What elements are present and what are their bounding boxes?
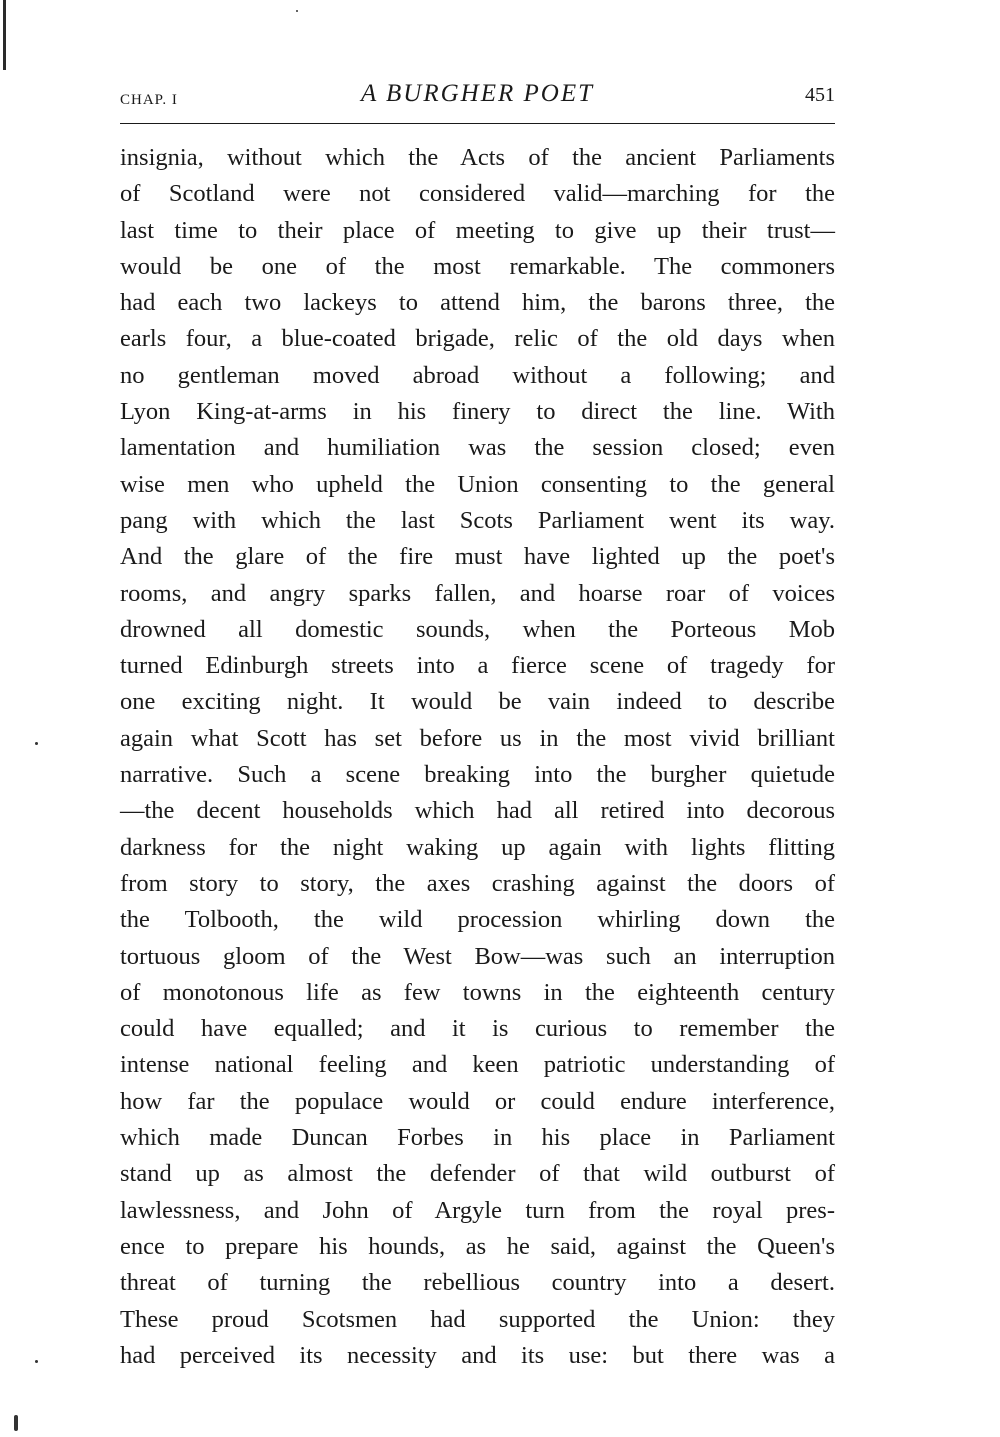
header-rule — [120, 123, 835, 124]
text-line: earls four, a blue-coated brigade, relic of the old days when — [120, 325, 835, 353]
text-line: narrative. Such a scene breaking into the burgher quietude — [120, 761, 835, 789]
text-line: These proud Scotsmen had supported the Union: they — [120, 1305, 835, 1333]
text-line: drowned all domestic sounds, when the Porteous Mob — [120, 615, 835, 643]
text-line: the Tolbooth, the wild procession whirling down the — [120, 906, 835, 934]
text-line: could have equalled; and it is curious to remember the — [120, 1015, 835, 1043]
text-line: turned Edinburgh streets into a fierce scene of tragedy for — [120, 652, 835, 680]
scan-speck — [14, 1415, 18, 1431]
chapter-label: CHAP. I — [120, 92, 178, 108]
text-line: no gentleman moved abroad without a following; and — [120, 361, 835, 389]
scan-speck — [35, 1360, 38, 1363]
running-title: A BURGHER POET — [360, 80, 595, 107]
text-line: intense national feeling and keen patriotic understanding of — [120, 1051, 835, 1079]
text-line: lawlessness, and John of Argyle turn from the royal pres- — [120, 1196, 835, 1224]
text-line: which made Duncan Forbes in his place in Parliament — [120, 1124, 835, 1152]
text-line: tortuous gloom of the West Bow—was such an interruption — [120, 942, 835, 970]
text-line: had each two lackeys to attend him, the barons three, the — [120, 289, 835, 317]
scan-speck — [296, 10, 298, 12]
page-number: 451 — [805, 84, 835, 106]
text-line: had perceived its necessity and its use: but there was a — [120, 1341, 835, 1369]
text-line: insignia, without which the Acts of the ancient Parliaments — [120, 144, 835, 171]
text-line: And the glare of the fire must have lighted up the poet's — [120, 543, 835, 571]
text-line: pang with which the last Scots Parliament went its way. — [120, 506, 835, 534]
scan-speck — [35, 742, 38, 745]
text-line: would be one of the most remarkable. The commoners — [120, 252, 835, 280]
text-line: threat of turning the rebellious country into a desert. — [120, 1269, 835, 1297]
running-header — [120, 78, 835, 118]
text-line: rooms, and angry sparks fallen, and hoarse roar of voices — [120, 579, 835, 607]
text-line: one exciting night. It would be vain indeed to describe — [120, 688, 835, 716]
text-line: Lyon King-at-arms in his finery to direct the line. With — [120, 398, 835, 426]
text-line: wise men who upheld the Union consenting to the general — [120, 470, 835, 498]
text-line: last time to their place of meeting to give up their trust— — [120, 216, 835, 244]
text-line: again what Scott has set before us in the most vivid brilliant — [120, 724, 835, 752]
text-line: of monotonous life as few towns in the eighteenth century — [120, 978, 835, 1006]
text-line: —the decent households which had all retired into decorous — [120, 797, 835, 825]
text-line: ence to prepare his hounds, as he said, against the Queen's — [120, 1232, 835, 1260]
text-line: how far the populace would or could endure interference, — [120, 1087, 835, 1115]
text-line: stand up as almost the defender of that wild outburst of — [120, 1160, 835, 1188]
text-line: of Scotland were not considered valid—marching for the — [120, 180, 835, 208]
body-text — [120, 140, 835, 1374]
text-line: darkness for the night waking up again with lights flitting — [120, 833, 835, 861]
text-line: from story to story, the axes crashing against the doors of — [120, 869, 835, 897]
scan-edge-mark — [3, 0, 6, 70]
text-line: lamentation and humiliation was the session closed; even — [120, 434, 835, 462]
